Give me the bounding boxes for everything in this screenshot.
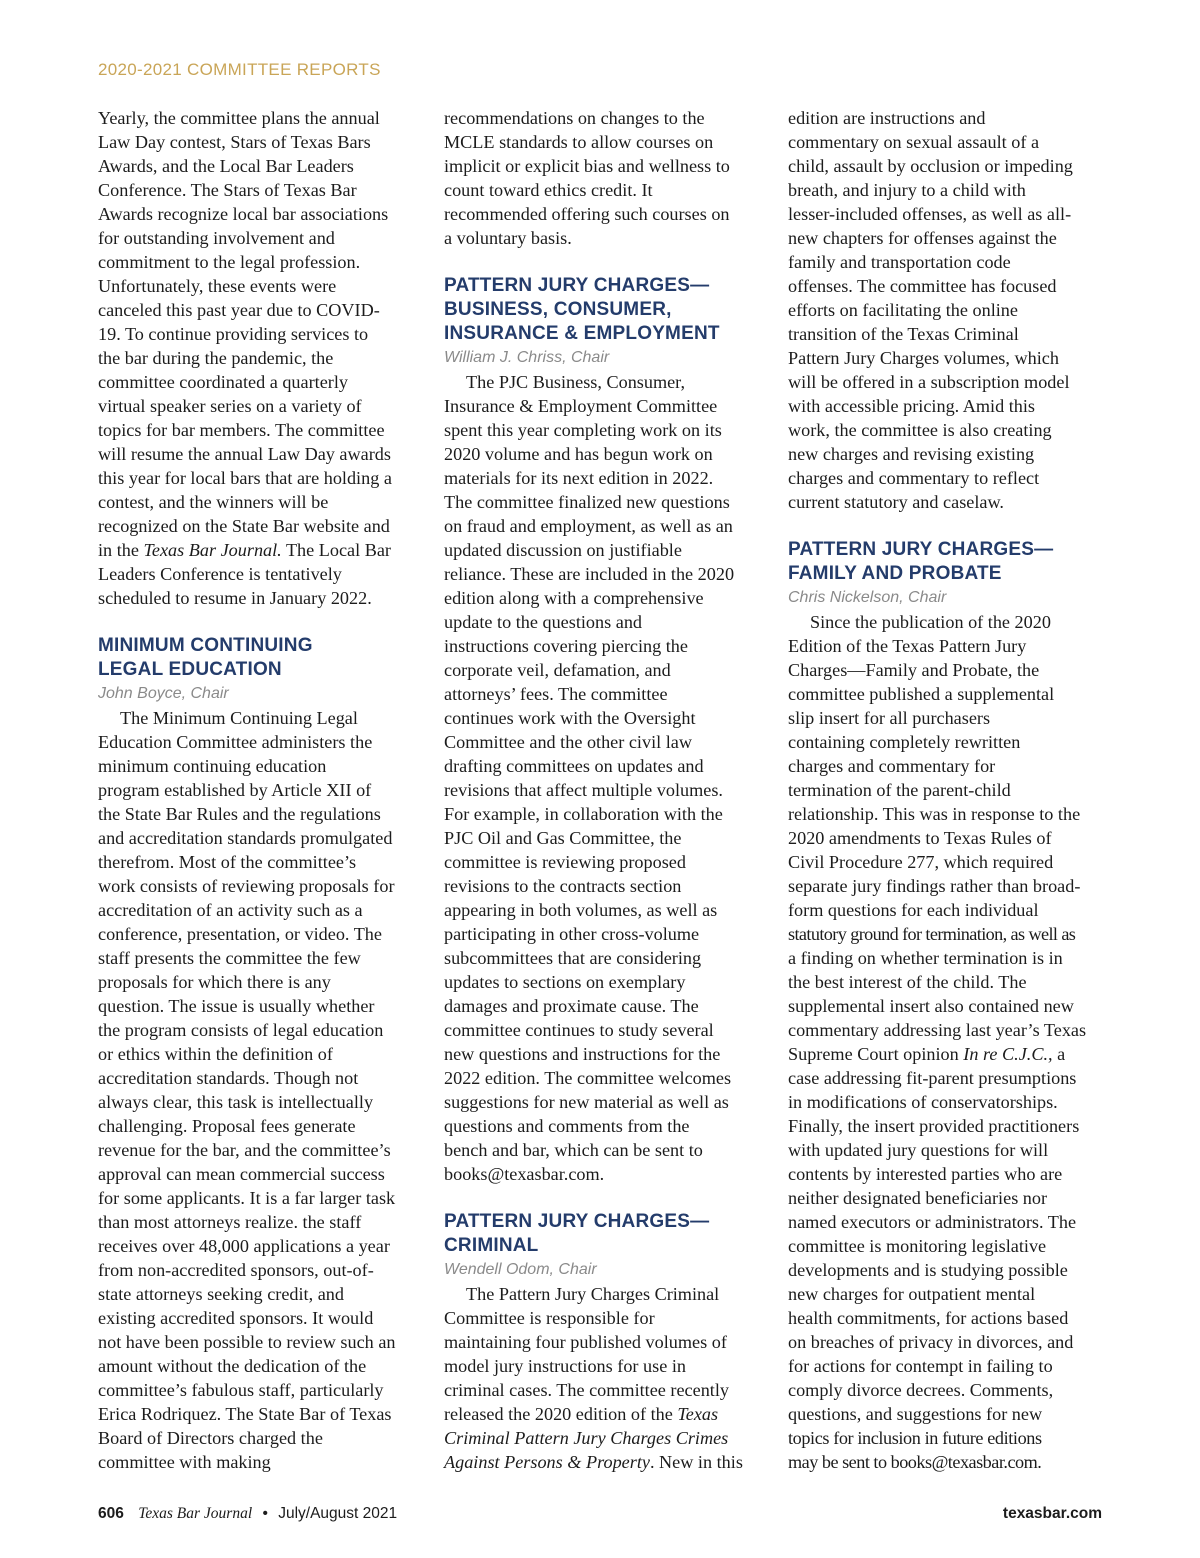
text-line: the best interest of the child. The <box>788 972 1027 992</box>
text-line: named executors or administrators. The <box>788 1212 1077 1232</box>
text-line: suggestions for new material as well as <box>444 1092 729 1112</box>
text-line: participating in other cross-volume <box>444 924 700 944</box>
text-line: staff presents the committee the few <box>98 948 361 968</box>
text-line: for actions for contempt in failing to <box>788 1356 1053 1376</box>
text-line: Committee is responsible for <box>444 1308 655 1328</box>
text-line: continues work with the Oversight <box>444 708 696 728</box>
text-line: question. The issue is usually whether <box>98 996 375 1016</box>
text-line: Edition of the Texas Pattern Jury <box>788 636 1027 656</box>
pjc-family-chair: Chris Nickelson, Chair <box>788 589 947 606</box>
column-3 <box>788 106 1110 1474</box>
text-line: The Minimum Continuing Legal <box>120 708 358 728</box>
heading-line: CRIMINAL <box>444 1235 539 1256</box>
text-line: commentary addressing last year’s Texas <box>788 1020 1087 1040</box>
text-line <box>444 1450 766 1474</box>
text-line: developments and is studying possible <box>788 1260 1068 1280</box>
text-line: revenue for the bar, and the committee’s <box>98 1140 391 1160</box>
text-line: health commitments, for actions based <box>788 1308 1069 1328</box>
text-line: on fraud and employment, as well as an <box>444 516 733 536</box>
text-line: 2022 edition. The committee welcomes <box>444 1068 732 1088</box>
text-line: criminal cases. The committee recently <box>444 1380 729 1400</box>
text-line: The Pattern Jury Charges Criminal <box>466 1284 720 1304</box>
text-line: form questions for each individual <box>788 900 1039 920</box>
heading-line: BUSINESS, CONSUMER, <box>444 299 672 320</box>
text-line: conference, presentation, or video. The <box>98 924 382 944</box>
text-line: contest, and the winners will be <box>98 492 329 512</box>
book-title-italic: Texas <box>677 1404 719 1424</box>
text-line: committee published a supplemental <box>788 684 1055 704</box>
text-line: amount without the dedication of the <box>98 1356 367 1376</box>
pjc-criminal-paragraph <box>444 1282 766 1474</box>
text-line: drafting committees on updates and <box>444 756 704 776</box>
text-line: virtual speaker series on a variety of <box>98 396 362 416</box>
text-line: Insurance & Employment Committee <box>444 396 718 416</box>
text-line: instructions covering piercing the <box>444 636 688 656</box>
text-line: Unfortunately, these events were <box>98 276 337 296</box>
text-line: this year for local bars that are holding a <box>98 468 392 488</box>
text-line: current statutory and caselaw. <box>788 492 1004 512</box>
text-line: count toward ethics credit. It <box>444 180 653 200</box>
text-line: appearing in both volumes, as well as <box>444 900 718 920</box>
text-line: accreditation of an activity such as a <box>98 900 363 920</box>
text-line: existing accredited sponsors. It would <box>98 1308 374 1328</box>
text-line: recommendations on changes to the <box>444 108 705 128</box>
text-run: in the <box>98 540 144 560</box>
page-footer <box>98 1505 1102 1529</box>
text-line: Conference. The Stars of Texas Bar <box>98 180 357 200</box>
text-line: Committee and the other civil law <box>444 732 692 752</box>
pjc-family-paragraph <box>788 610 1110 1474</box>
text-line: may be sent to books@texasbar.com. <box>788 1452 1042 1472</box>
footer-left <box>98 1505 397 1523</box>
text-line: maintaining four published volumes of <box>444 1332 727 1352</box>
text-line: reliance. These are included in the 2020 <box>444 564 735 584</box>
text-line: attorneys’ fees. The committee <box>444 684 668 704</box>
text-run: a <box>1052 1044 1066 1064</box>
text-line: corporate veil, defamation, and <box>444 660 671 680</box>
issue-date: July/August 2021 <box>278 1505 398 1522</box>
text-line: bench and bar, which can be sent to <box>444 1140 703 1160</box>
text-line: for outstanding involvement and <box>98 228 335 248</box>
journal-name: Texas Bar Journal <box>138 1505 253 1522</box>
text-line: slip insert for all purchasers <box>788 708 991 728</box>
text-line: 19. To continue providing services to <box>98 324 369 344</box>
text-line: books@texasbar.com. <box>444 1164 605 1184</box>
text-line: will be offered in a subscription model <box>788 372 1070 392</box>
text-line: committee’s fabulous staff, particularly <box>98 1380 384 1400</box>
text-line: than most attorneys realize. the staff <box>98 1212 362 1232</box>
law-day-paragraph <box>98 106 420 610</box>
text-line: The PJC Business, Consumer, <box>466 372 686 392</box>
text-line: on breaches of privacy in divorces, and <box>788 1332 1074 1352</box>
text-line: committee coordinated a quarterly <box>98 372 348 392</box>
text-line: charges and commentary to reflect <box>788 468 1040 488</box>
text-run: The Local Bar <box>281 540 391 560</box>
text-line: edition are instructions and <box>788 108 986 128</box>
section-heading-mcle <box>98 634 420 682</box>
text-line: therefrom. Most of the committee’s <box>98 852 357 872</box>
bullet-separator: • <box>262 1505 268 1522</box>
text-line: containing completely rewritten <box>788 732 1021 752</box>
text-line: committee with making <box>98 1452 271 1472</box>
text-line: materials for its next edition in 2022. <box>444 468 714 488</box>
text-line: a finding on whether termination is in <box>788 948 1063 968</box>
text-run: released the 2020 edition of the <box>444 1404 678 1424</box>
text-line: new charges and revising existing <box>788 444 1035 464</box>
text-line: comply divorce decrees. Comments, <box>788 1380 1054 1400</box>
text-line: updates to sections on exemplary <box>444 972 686 992</box>
column-1 <box>98 106 420 1474</box>
text-line: for some applicants. It is a far larger task <box>98 1188 396 1208</box>
text-line: questions, and suggestions for new <box>788 1404 1043 1424</box>
text-line: 2020 amendments to Texas Rules of <box>788 828 1052 848</box>
section-heading-pjc-business <box>444 274 766 346</box>
text-line: efforts on facilitating the online <box>788 300 1018 320</box>
text-line: from non-accredited sponsors, out-of- <box>98 1260 374 1280</box>
text-line: The committee finalized new questions <box>444 492 730 512</box>
text-line: challenging. Proposal fees generate <box>98 1116 356 1136</box>
text-line <box>788 1042 1110 1066</box>
text-line: new questions and instructions for the <box>444 1044 721 1064</box>
pjc-business-chair: William J. Chriss, Chair <box>444 349 610 366</box>
text-line: separate jury findings rather than broad- <box>788 876 1081 896</box>
text-line <box>444 1402 766 1426</box>
text-line: work consists of reviewing proposals for <box>98 876 395 896</box>
text-line: work, the committee is also creating <box>788 420 1052 440</box>
text-line: child, assault by occlusion or impeding <box>788 156 1073 176</box>
text-line: contents by interested parties who are <box>788 1164 1063 1184</box>
text-line: commitment to the legal profession. <box>98 252 361 272</box>
text-line: Charges—Family and Probate, the <box>788 660 1040 680</box>
text-line: Erica Rodriquez. The State Bar of Texas <box>98 1404 392 1424</box>
heading-line: PATTERN JURY CHARGES— <box>444 1211 710 1232</box>
text-line: minimum continuing education <box>98 756 327 776</box>
text-line: always clear, this task is intellectually <box>98 1092 374 1112</box>
text-line: Law Day contest, Stars of Texas Bars <box>98 132 371 152</box>
section-heading-pjc-family <box>788 538 1110 586</box>
text-line: the bar during the pandemic, the <box>98 348 334 368</box>
journal-title-italic: Texas Bar Journal. <box>143 540 282 560</box>
text-line: recommended offering such courses on <box>444 204 730 224</box>
text-line: Since the publication of the 2020 <box>810 612 1051 632</box>
page-number: 606 <box>98 1505 124 1522</box>
heading-line: LEGAL EDUCATION <box>98 659 282 680</box>
text-line: Leaders Conference is tentatively <box>98 564 342 584</box>
text-line: Pattern Jury Charges volumes, which <box>788 348 1059 368</box>
mcle-paragraph <box>98 706 420 1474</box>
text-line: Awards, and the Local Bar Leaders <box>98 156 354 176</box>
text-line: receives over 48,000 applications a year <box>98 1236 390 1256</box>
text-line: breath, and injury to a child with <box>788 180 1026 200</box>
text-line: and accreditation standards promulgated <box>98 828 393 848</box>
text-line: will resume the annual Law Day awards <box>98 444 391 464</box>
text-line: family and transportation code <box>788 252 1011 272</box>
text-line: committee is monitoring legislative <box>788 1236 1047 1256</box>
text-line: Awards recognize local bar associations <box>98 204 389 224</box>
text-line: termination of the parent-child <box>788 780 1011 800</box>
text-line: Education Committee administers the <box>98 732 373 752</box>
text-line: damages and proximate cause. The <box>444 996 699 1016</box>
mcle-continuation <box>444 106 766 250</box>
text-line: with updated jury questions for will <box>788 1140 1049 1160</box>
section-heading-pjc-criminal <box>444 1210 766 1258</box>
text-line: updated discussion on justifiable <box>444 540 682 560</box>
mcle-chair: John Boyce, Chair <box>98 685 229 702</box>
text-line: update to the questions and <box>444 612 643 632</box>
pjc-criminal-chair: Wendell Odom, Chair <box>444 1261 597 1278</box>
heading-line: INSURANCE & EMPLOYMENT <box>444 323 720 344</box>
text-line: Civil Procedure 277, which required <box>788 852 1054 872</box>
pjc-business-paragraph <box>444 370 766 1186</box>
text-line: state attorneys seeking credit, and <box>98 1284 344 1304</box>
text-line: new charges for outpatient mental <box>788 1284 1036 1304</box>
text-line: charges and commentary for <box>788 756 996 776</box>
text-line: offenses. The committee has focused <box>788 276 1057 296</box>
text-line: case addressing fit-parent presumptions <box>788 1068 1077 1088</box>
text-line: questions and comments from the <box>444 1116 690 1136</box>
book-title-italic: Against Persons & Property <box>444 1452 650 1472</box>
text-run: Supreme Court opinion <box>788 1044 964 1064</box>
text-run: . New in this <box>649 1452 743 1472</box>
text-line: subcommittees that are considering <box>444 948 702 968</box>
text-line: in modifications of conservatorships. <box>788 1092 1058 1112</box>
text-line: edition along with a comprehensive <box>444 588 704 608</box>
heading-line: PATTERN JURY CHARGES— <box>788 539 1054 560</box>
text-line <box>98 538 420 562</box>
text-line: lesser-included offenses, as well as all- <box>788 204 1072 224</box>
text-line: approval can mean commercial success <box>98 1164 385 1184</box>
text-line: with accessible pricing. Amid this <box>788 396 1036 416</box>
text-line: statutory ground for termination, as well as <box>788 924 1076 944</box>
text-line: or ethics within the definition of <box>98 1044 333 1064</box>
text-line: commentary on sexual assault of a <box>788 132 1040 152</box>
text-line: For example, in collaboration with the <box>444 804 723 824</box>
text-line: canceled this past year due to COVID- <box>98 300 380 320</box>
text-line: topics for inclusion in future editions <box>788 1428 1042 1448</box>
text-line: spent this year completing work on its <box>444 420 722 440</box>
text-line: Yearly, the committee plans the annual <box>98 108 380 128</box>
heading-line: PATTERN JURY CHARGES— <box>444 275 710 296</box>
text-line: a voluntary basis. <box>444 228 572 248</box>
book-title-italic: Criminal Pattern Jury Charges Crimes <box>444 1428 729 1448</box>
heading-line: MINIMUM CONTINUING <box>98 635 313 656</box>
text-line: model jury instructions for use in <box>444 1356 686 1376</box>
text-line: accreditation standards. Though not <box>98 1068 359 1088</box>
text-line: new chapters for offenses against the <box>788 228 1057 248</box>
text-line: committee continues to study several <box>444 1020 714 1040</box>
text-line: Finally, the insert provided practitioners <box>788 1116 1080 1136</box>
column-2 <box>444 106 766 1474</box>
text-line <box>444 1426 766 1450</box>
text-line: Board of Directors charged the <box>98 1428 323 1448</box>
text-line: PJC Oil and Gas Committee, the <box>444 828 682 848</box>
text-line: implicit or explicit bias and wellness to <box>444 156 730 176</box>
text-line: the program consists of legal education <box>98 1020 384 1040</box>
text-line: the State Bar Rules and the regulations <box>98 804 381 824</box>
text-line: scheduled to resume in January 2022. <box>98 588 372 608</box>
text-line: relationship. This was in response to the <box>788 804 1081 824</box>
text-line: supplemental insert also contained new <box>788 996 1074 1016</box>
text-line: revisions that affect multiple volumes. <box>444 780 723 800</box>
text-line: MCLE standards to allow courses on <box>444 132 714 152</box>
text-line: neither designated beneficiaries nor <box>788 1188 1048 1208</box>
text-line: transition of the Texas Criminal <box>788 324 1019 344</box>
text-line: program established by Article XII of <box>98 780 372 800</box>
pjc-criminal-continuation <box>788 106 1110 514</box>
case-name-italic: In re C.J.C., <box>963 1044 1053 1064</box>
heading-line: FAMILY AND PROBATE <box>788 563 1002 584</box>
text-line: 2020 volume and has begun work on <box>444 444 713 464</box>
text-line: revisions to the contracts section <box>444 876 682 896</box>
text-line: committee is reviewing proposed <box>444 852 686 872</box>
text-line: not have been possible to review such an <box>98 1332 396 1352</box>
text-line: recognized on the State Bar website and <box>98 516 390 536</box>
website-url: texasbar.com <box>1002 1505 1102 1522</box>
text-line: topics for bar members. The committee <box>98 420 385 440</box>
text-line: proposals for which there is any <box>98 972 331 992</box>
running-head: 2020-2021 COMMITTEE REPORTS <box>98 60 381 79</box>
